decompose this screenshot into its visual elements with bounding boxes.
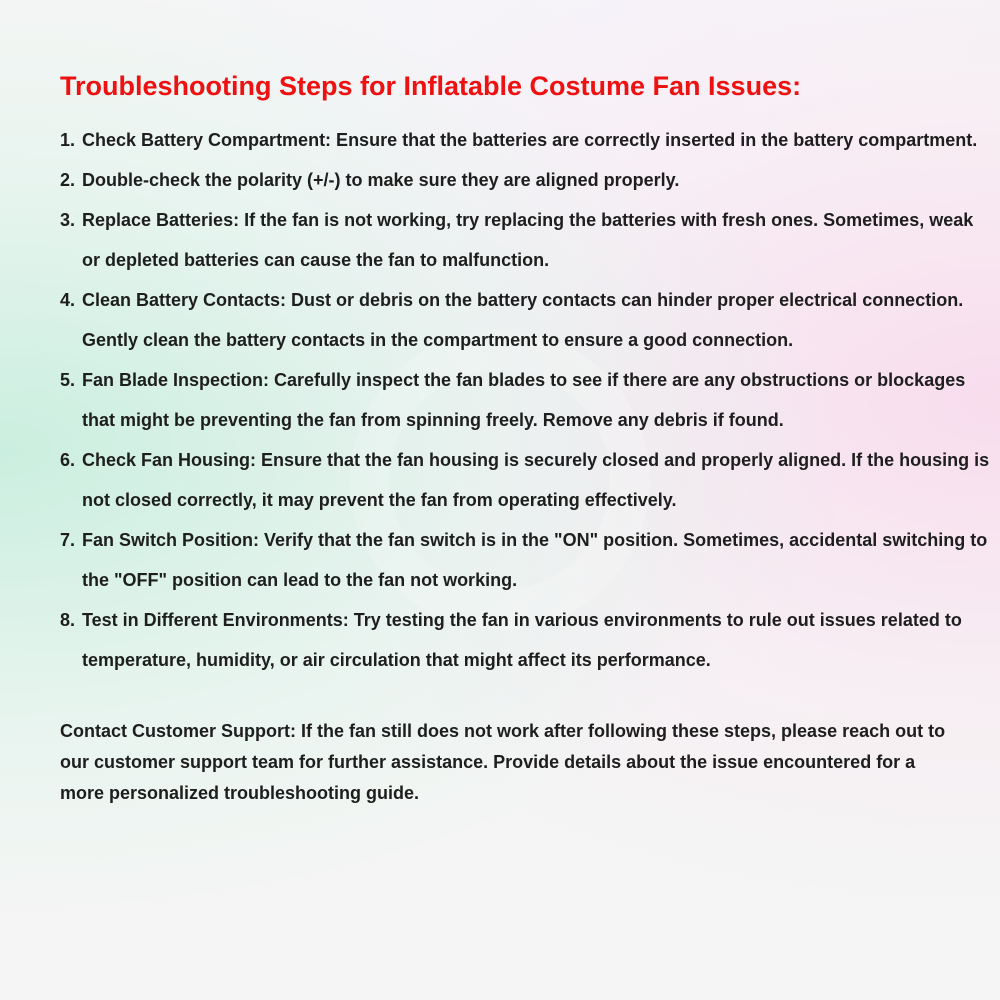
step-number: 8. (60, 610, 76, 630)
step-item (60, 520, 990, 600)
document (60, 66, 990, 809)
step-item (60, 200, 990, 280)
step-item (60, 120, 990, 160)
step-number: 1. (60, 130, 76, 150)
step-item (60, 280, 990, 360)
step-text: Clean Battery Contacts: Dust or debris on the battery contacts can hinder proper electrical connection. Gently clean the battery contacts in the compartment to ensure a good connection. (82, 290, 964, 350)
step-text: Double-check the polarity (+/-) to make sure they are aligned properly. (82, 170, 680, 190)
page-title: Troubleshooting Steps for Inflatable Costume Fan Issues: (60, 71, 802, 101)
step-text: Test in Different Environments: Try testing the fan in various environments to rule out issues related to temperature, humidity, or air circulation that might affect its performance. (82, 610, 962, 670)
step-item (60, 360, 990, 440)
step-text: Fan Switch Position: Verify that the fan switch is in the "ON" position. Sometimes, accidental switching to the "OFF" position can lead to the fan not working. (82, 530, 988, 590)
step-number: 2. (60, 170, 76, 190)
step-number: 7. (60, 530, 76, 550)
step-item (60, 600, 990, 680)
step-number: 6. (60, 450, 76, 470)
step-text: Fan Blade Inspection: Carefully inspect the fan blades to see if there are any obstructions or blockages that might be preventing the fan from spinning freely. Remove any debris if found. (82, 370, 966, 430)
step-item (60, 160, 990, 200)
step-number: 3. (60, 210, 76, 230)
steps-list (60, 120, 990, 680)
step-number: 4. (60, 290, 76, 310)
step-text: Check Battery Compartment: Ensure that the batteries are correctly inserted in the battery compartment. (82, 130, 978, 150)
step-number: 5. (60, 370, 76, 390)
step-text: Replace Batteries: If the fan is not working, try replacing the batteries with fresh ones. Sometimes, weak or depleted batteries can cause the fan to malfunction. (82, 210, 974, 270)
contact-support-paragraph: Contact Customer Support: If the fan still does not work after following these steps, please reach out to our customer support team for further assistance. Provide details about the issue encountered for a more personalized troubleshooting guide. (60, 721, 946, 803)
step-text: Check Fan Housing: Ensure that the fan housing is securely closed and properly aligned. If the housing is not closed correctly, it may prevent the fan from operating effectively. (82, 450, 990, 510)
step-item (60, 440, 990, 520)
